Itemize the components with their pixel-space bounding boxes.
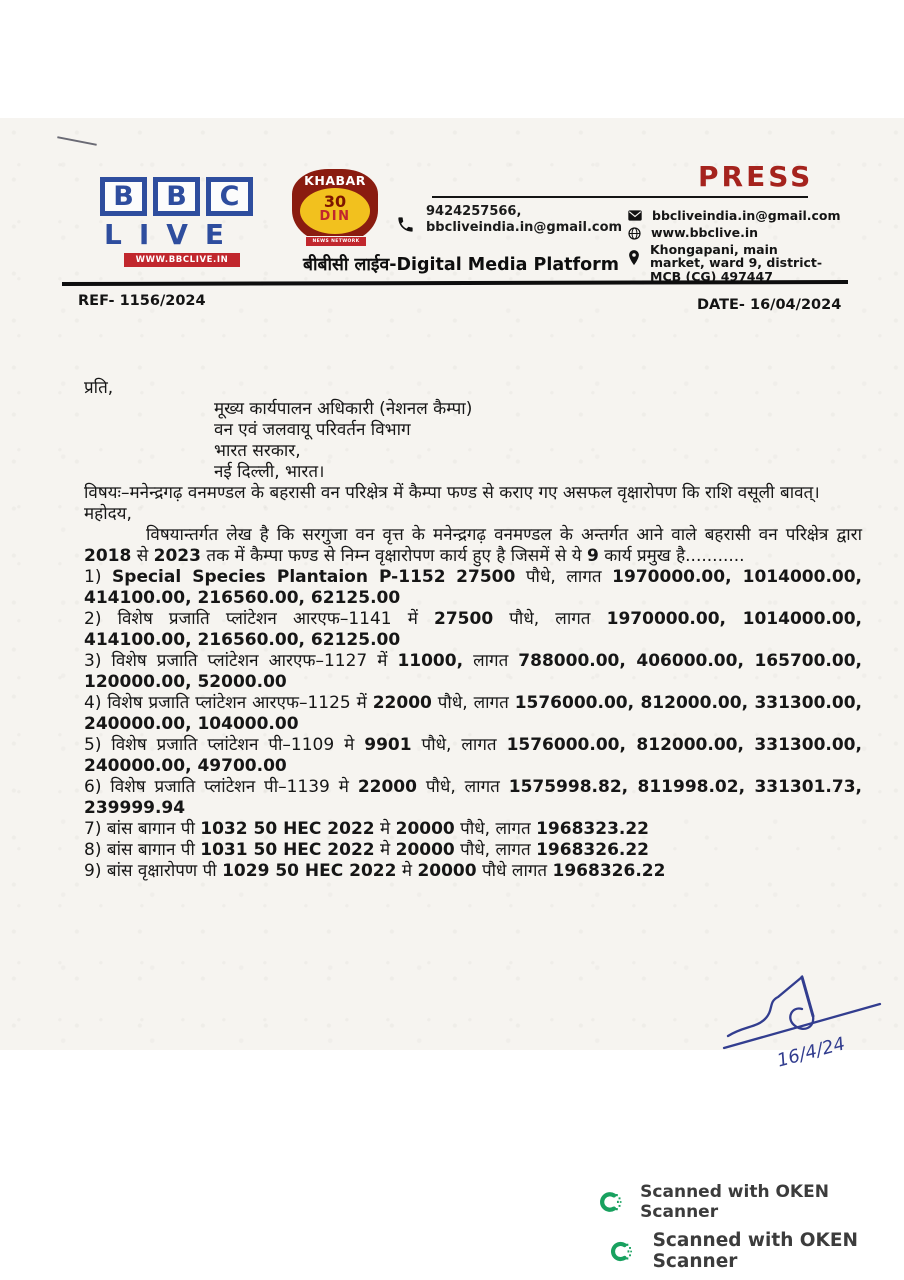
contact-row-email — [628, 208, 841, 223]
oken-scanner-icon — [609, 1237, 634, 1266]
plantation-items-list — [84, 567, 862, 882]
phone-text — [426, 204, 622, 236]
media-platform-tagline: बीबीसी लाईव-Digital Media Platform — [303, 255, 620, 275]
oken-scan-watermark — [609, 1230, 904, 1272]
contact-email: bbcliveindia.in@gmail.com — [652, 208, 841, 223]
globe-icon — [628, 227, 641, 240]
bbc-letters-row — [100, 177, 258, 216]
address-line: मूख्य कार्यपालन अधिकारी (नेशनल कैम्पा) — [214, 399, 473, 419]
item-number: 5) — [84, 735, 112, 755]
signature-date: 16/4/24 — [774, 1033, 848, 1072]
bbc-live-word: LIVE — [104, 218, 242, 251]
email-icon — [628, 210, 642, 221]
contact-row-website — [628, 226, 838, 240]
bbc-website-banner: WWW.BBCLIVE.IN — [124, 253, 240, 267]
khabar-title: KHABAR — [304, 173, 366, 188]
bbc-letter-box: C — [206, 177, 253, 216]
khabar-ribbon: NEWS NETWORK — [305, 236, 367, 247]
khabar-30-din-logo — [292, 169, 378, 243]
list-item: 4) विशेष प्रजाति प्लांटेशन आरएफ–1125 में 22000 पौधे, लागत 1576000.00, 812000.00, 331300.00, 240000.00, 104000.00 — [84, 693, 862, 734]
item-number: 2) — [84, 609, 118, 629]
location-icon — [628, 250, 640, 266]
contact-list — [628, 208, 841, 286]
khabar-number: 30 — [323, 192, 347, 211]
phone-number: 9424257566, — [426, 204, 522, 219]
bbc-letter-box: B — [153, 177, 200, 216]
letter-date: DATE- 16/04/2024 — [697, 297, 842, 313]
list-item: 5) विशेष प्रजाति प्लांटेशन पी–1109 मे 9901 पौधे, लागत 1576000.00, 812000.00, 331300.00, 240000.00, 49700.00 — [84, 735, 862, 776]
to-label: प्रति, — [84, 378, 114, 398]
address-line: भारत सरकार, — [214, 441, 301, 461]
list-item: 3) विशेष प्रजाति प्लांटेशन आरएफ–1127 में 11000, लागत 788000.00, 406000.00, 165700.00, 120000.00, 52000.00 — [84, 651, 863, 692]
recipient-address — [214, 399, 862, 483]
item-number: 7) — [84, 819, 107, 839]
phone-email: bbcliveindia.in@gmail.com — [426, 220, 623, 235]
list-item: 1) Special Species Plantaion P-1152 27500 पौधे, लागत 1970000.00, 1014000.00, 414100.00, 216560.00, 62125.00 — [84, 567, 863, 608]
list-item: 6) विशेष प्रजाति प्लांटेशन पी–1139 मे 22000 पौधे, लागत 1575998.82, 811998.02, 331301.73, 239999.94 — [84, 777, 862, 818]
contact-address: Khongapani, main market, ward 9, district-MCB (CG) 497447 — [650, 241, 823, 284]
press-label: PRESS — [698, 160, 814, 193]
signature — [718, 972, 890, 1074]
bbc-live-logo — [100, 177, 258, 267]
phone-icon — [396, 215, 415, 234]
item-number: 6) — [84, 777, 111, 797]
oken-scanner-icon — [598, 1189, 623, 1215]
list-item: 7) बांस बागान पी 1032 50 HEC 2022 मे 20000 पौधे, लागत 1968323.22 — [84, 819, 650, 839]
item-number: 8) — [84, 840, 107, 860]
subject-line: विषयः–मनेन्द्रगढ़ वनमण्डल के बहरासी वन परिक्षेत्र में कैम्पा फण्ड से कराए गए असफल वृक्षारोपण कि राशि वसूली बावत्। — [84, 483, 820, 503]
oken-scan-label: Scanned with OKEN Scanner — [652, 1230, 858, 1272]
khabar-subtitle: DIN — [319, 209, 351, 224]
item-number: 4) — [84, 693, 108, 713]
greeting: महोदय, — [84, 504, 132, 524]
oken-scan-watermark — [598, 1182, 904, 1222]
phone-contact-block — [396, 204, 622, 236]
item-number: 3) — [84, 651, 112, 671]
item-number: 1) — [84, 567, 113, 587]
item-number: 9) — [84, 861, 107, 881]
khabar-oval — [300, 188, 370, 234]
contact-row-address — [628, 243, 838, 284]
header-divider-line — [432, 196, 808, 198]
letter-body — [84, 378, 862, 882]
ref-number: REF- 1156/2024 — [78, 293, 206, 309]
address-line: वन एवं जलवायू परिवर्तन विभाग — [214, 420, 411, 440]
list-item: 8) बांस बागान पी 1031 50 HEC 2022 मे 20000 पौधे, लागत 1968326.22 — [84, 840, 650, 860]
contact-website: www.bbclive.in — [651, 224, 759, 240]
oken-scan-label: Scanned with OKEN Scanner — [640, 1182, 829, 1222]
address-line: नई दिल्ली, भारत। — [214, 462, 325, 482]
intro-paragraph: विषयान्तर्गत लेख है कि सरगुजा वन वृत्त के मनेन्द्रगढ़ वनमण्डल के अन्तर्गत आने वाले बहरासी वन परिक्षेत्र द्वारा 2018 से 2023 तक में कैम्पा फण्ड से निम्न वृक्षारोपण कार्य हुए है जिसमें से ये 9 कार्य प्रमुख है........... — [84, 525, 862, 566]
list-item: 2) विशेष प्रजाति प्लांटेशन आरएफ–1141 में 27500 पौधे, लागत 1970000.00, 1014000.00, 414100.00, 216560.00, 62125.00 — [84, 609, 863, 650]
list-item: 9) बांस वृक्षारोपण पी 1029 50 HEC 2022 मे 20000 पौधे लागत 1968326.22 — [84, 861, 666, 881]
bbc-letter-box: B — [100, 177, 147, 216]
